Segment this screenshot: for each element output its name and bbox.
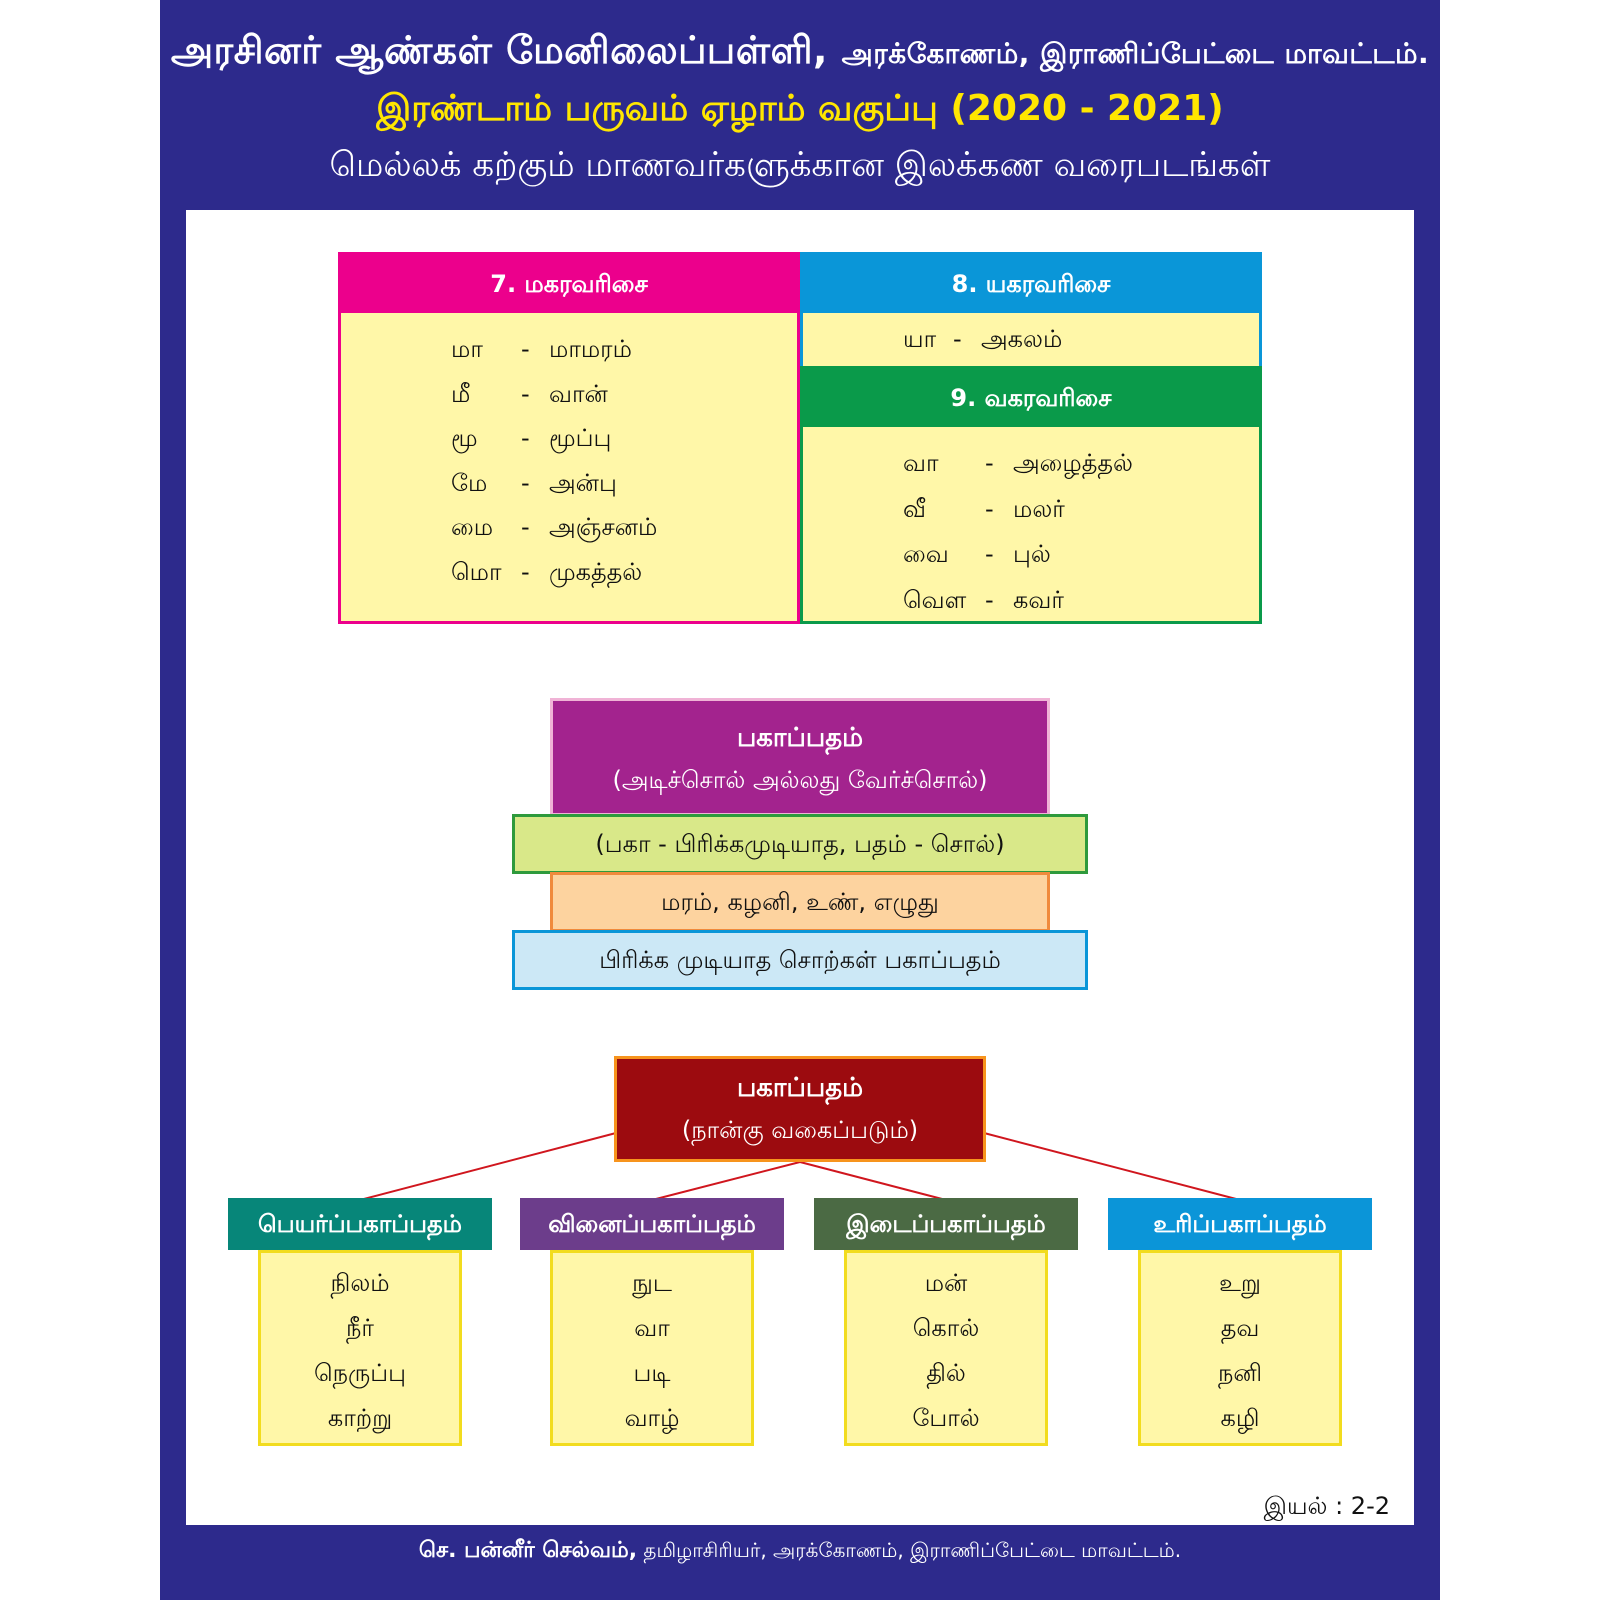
page-subtitle: மெல்லக் கற்கும் மாணவர்களுக்கான இலக்கண வரைபடங்கள் <box>329 145 1271 185</box>
list-item: கொல் <box>912 1314 980 1342</box>
list-item: தவ <box>1220 1314 1260 1342</box>
series-letter: மொ <box>451 557 502 586</box>
series-dash: - <box>953 325 962 353</box>
series-letter: வீ <box>903 494 926 523</box>
ya-series-title: 8. யகரவரிசை <box>803 255 1259 313</box>
branch-label-verb: வினைப்பகாப்பதம் <box>520 1198 784 1250</box>
branch-label-quality: உரிப்பகாப்பதம் <box>1108 1198 1372 1250</box>
types-root-title: பகாப்பதம் <box>736 1073 864 1103</box>
series-letter: மூ <box>451 424 478 452</box>
types-root-box <box>614 1056 986 1162</box>
list-item: நீர் <box>346 1314 374 1342</box>
footer <box>160 1538 1440 1566</box>
branch-items-particle <box>844 1250 1048 1446</box>
series-meaning: கவர் <box>1013 585 1064 614</box>
series-meaning: அகலம் <box>981 325 1063 353</box>
definition-title-sub: (அடிச்சொல் அல்லது வேர்ச்சொல்) <box>612 766 988 794</box>
page-reference: இயல் : 2-2 <box>1263 1492 1390 1520</box>
series-meaning: அஞ்சனம் <box>549 513 658 541</box>
footer-author: செ. பன்னீர் செல்வம், <box>418 1538 638 1563</box>
series-letter: மீ <box>451 379 471 408</box>
list-item: படி <box>633 1359 671 1387</box>
list-item: நுட <box>632 1269 672 1297</box>
definition-title: பகாப்பதம் <box>736 723 864 753</box>
list-item: நெருப்பு <box>313 1359 407 1387</box>
series-meaning: மலர் <box>1013 494 1065 523</box>
list-item: காற்று <box>327 1404 393 1432</box>
list-item: நிலம் <box>330 1269 390 1297</box>
series-letter: வை <box>903 540 949 568</box>
series-dash: - <box>985 540 994 568</box>
list-item: மன் <box>924 1269 968 1297</box>
series-meaning: மூப்பு <box>549 424 612 452</box>
series-dash: - <box>521 379 530 408</box>
series-dash: - <box>985 585 994 614</box>
connector-line <box>800 1162 946 1200</box>
series-letter: வா <box>903 449 939 477</box>
series-meaning: வான் <box>549 379 608 408</box>
list-item: வாழ் <box>624 1404 680 1432</box>
term-class-title: இரண்டாம் பருவம் ஏழாம் வகுப்பு (2020 - 2021) <box>376 88 1224 129</box>
series-dash: - <box>521 557 530 586</box>
series-meaning: முகத்தல் <box>549 557 643 586</box>
branch-items-noun <box>258 1250 462 1446</box>
branch-items-verb <box>550 1250 754 1446</box>
connector-line <box>360 1133 616 1200</box>
ma-series-title: 7. மகரவரிசை <box>341 255 797 313</box>
series-meaning: புல் <box>1013 540 1051 568</box>
series-meaning: மாமரம் <box>549 335 632 363</box>
definition-summary: பிரிக்க முடியாத சொற்கள் பகாப்பதம் <box>599 946 1001 974</box>
definition-meaning: (பகா - பிரிக்கமுடியாத, பதம் - சொல்) <box>595 830 1005 858</box>
school-place: அரக்கோணம், இராணிப்பேட்டை மாவட்டம். <box>841 37 1430 70</box>
list-item: வா <box>634 1314 670 1342</box>
list-item: தில் <box>926 1359 966 1387</box>
series-meaning: அழைத்தல் <box>1013 449 1133 477</box>
series-dash: - <box>985 449 994 477</box>
series-letter: யா <box>903 325 937 353</box>
series-dash: - <box>521 424 530 452</box>
school-name: அரசினர் ஆண்கள் மேனிலைப்பள்ளி, <box>170 28 828 72</box>
branch-label-particle: இடைப்பகாப்பதம் <box>814 1198 1078 1250</box>
branch-label-noun: பெயர்ப்பகாப்பதம் <box>228 1198 492 1250</box>
connector-line <box>652 1162 800 1200</box>
series-letter: மா <box>451 335 483 363</box>
series-letter: வௌ <box>903 585 967 614</box>
list-item: உறு <box>1219 1269 1261 1297</box>
series-dash: - <box>521 335 530 363</box>
branch-items-quality <box>1138 1250 1342 1446</box>
connector-line <box>984 1133 1240 1200</box>
list-item: நனி <box>1217 1359 1263 1387</box>
series-meaning: அன்பு <box>549 468 617 497</box>
series-letter: மே <box>451 468 488 497</box>
series-letter: மை <box>451 513 494 541</box>
list-item: போல் <box>912 1404 980 1432</box>
series-dash: - <box>521 468 530 497</box>
list-item: கழி <box>1220 1404 1260 1432</box>
va-series-title: 9. வகரவரிசை <box>803 369 1259 427</box>
definition-examples: மரம், கழனி, உண், எழுது <box>661 888 939 916</box>
types-root-sub: (நான்கு வகைப்படும்) <box>681 1116 919 1144</box>
series-dash: - <box>985 494 994 523</box>
footer-details: தமிழாசிரியர், அரக்கோணம், இராணிப்பேட்டை மாவட்டம். <box>637 1538 1182 1562</box>
series-dash: - <box>521 513 530 541</box>
